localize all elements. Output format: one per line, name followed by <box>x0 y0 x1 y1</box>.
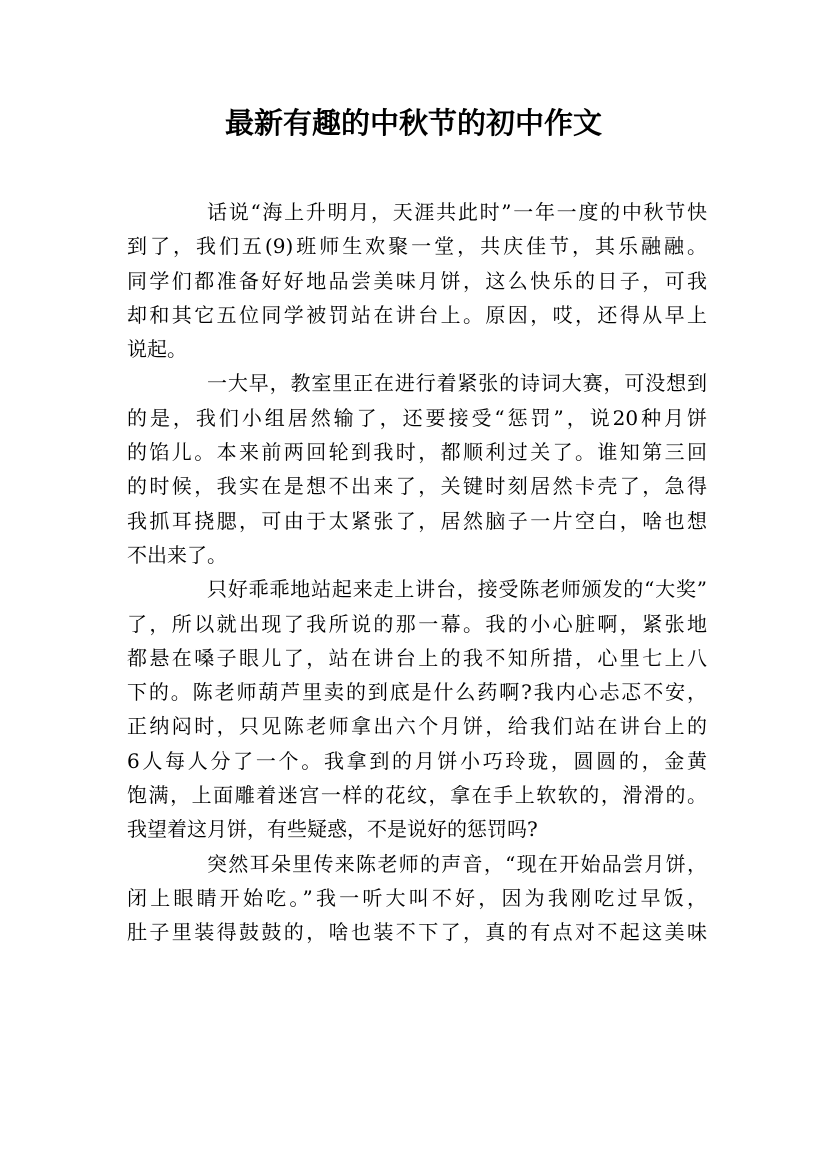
text-line: 不出来了。 <box>127 542 227 567</box>
text-line: 的馅儿。本来前两回轮到我时，都顺利过关了。谁知第三回 <box>127 440 707 465</box>
text-line: 说起。 <box>127 337 187 362</box>
text-line: 到了，我们五(9)班师生欢聚一堂，共庆佳节，其乐融融。 <box>127 234 707 259</box>
text-line: 我望着这月饼，有些疑惑，不是说好的惩罚吗? <box>127 817 538 842</box>
text-line: 却和其它五位同学被罚站在讲台上。原因，哎，还得从早上 <box>127 302 707 327</box>
text-line: 都悬在嗓子眼儿了，站在讲台上的我不知所措，心里七上八 <box>127 645 707 670</box>
text-line: 正纳闷时，只见陈老师拿出六个月饼，给我们站在讲台上的 <box>127 714 707 739</box>
text-line: 我抓耳挠腮，可由于太紧张了，居然脑子一片空白，啥也想 <box>127 508 707 533</box>
text-line: 了，所以就出现了我所说的那一幕。我的小心脏啊，紧张地 <box>127 611 707 636</box>
text-line: 肚子里装得鼓鼓的，啥也装不下了，真的有点对不起这美味 <box>127 920 707 945</box>
text-line: 突然耳朵里传来陈老师的声音，“现在开始品尝月饼， <box>207 851 707 876</box>
text-line: 只好乖乖地站起来走上讲台，接受陈老师颁发的“大奖” <box>207 577 707 602</box>
document-title: 最新有趣的中秋节的初中作文 <box>224 106 602 140</box>
text-line: 饱满，上面雕着迷宫一样的花纹，拿在手上软软的，滑滑的。 <box>127 783 707 808</box>
text-line: 的是，我们小组居然输了，还要接受“惩罚”，说20种月饼 <box>127 405 707 430</box>
paragraph <box>127 366 707 572</box>
paragraph <box>127 195 707 366</box>
text-line: 闭上眼睛开始吃。”我一听大叫不好，因为我刚吃过早饭， <box>127 885 707 910</box>
paragraph <box>127 572 707 846</box>
text-line: 下的。陈老师葫芦里卖的到底是什么药啊?我内心忐忑不安， <box>127 680 707 705</box>
text-line: 的时候，我实在是想不出来了，关键时刻居然卡壳了，急得 <box>127 474 707 499</box>
text-line: 6人每人分了一个。我拿到的月饼小巧玲珑，圆圆的，金黄 <box>127 748 707 773</box>
text-line: 一大早，教室里正在进行着紧张的诗词大赛，可没想到 <box>207 371 707 396</box>
document-body <box>127 195 707 950</box>
paragraph <box>127 847 707 950</box>
text-line: 话说“海上升明月，天涯共此时”一年一度的中秋节快 <box>207 200 707 224</box>
text-line: 同学们都准备好好地品尝美味月饼，这么快乐的日子，可我 <box>127 268 707 293</box>
